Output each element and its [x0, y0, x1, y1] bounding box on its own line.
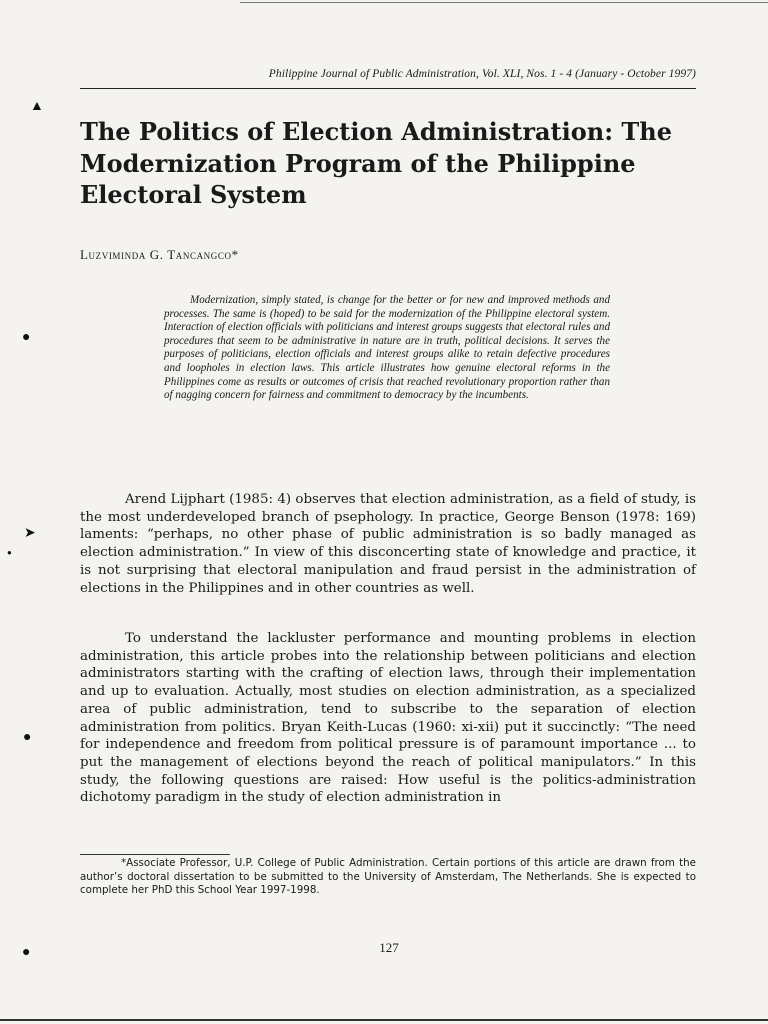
body-paragraph-1: Arend Lijphart (1985: 4) observes that election administration, as a field of study, is the most underdeveloped branch of psephology. In practice, George Benson (1978: 169) laments: “perhaps, no other phase of public administration is so badly managed as election administration.” In view of this disconcerting state of knowledge and practice, it is not surprising that electoral manipulation and fraud persist in the administration of elections in the Philippines and in other countries as well. [80, 492, 696, 596]
author-name: Luzviminda G. Tancangco* [80, 247, 239, 262]
running-head: Philippine Journal of Public Administration, Vol. XLI, Nos. 1 - 4 (January - October 1997) [268, 68, 696, 80]
margin-mark-icon: ▲ [30, 99, 44, 114]
margin-mark-icon: ➤ [24, 526, 36, 541]
footnote: *Associate Professor, U.P. College of Public Administration. Certain portions of this article are drawn from the author’s doctoral dissertation to be submitted to the University of Amsterdam, The Netherlands. She is expected to complete her PhD this School Year 1997-1998. [80, 857, 696, 897]
header-rule [80, 88, 696, 89]
abstract: Modernization, simply stated, is change for the better or for new and improved methods and processes. The same is (hoped) to be said for the modernization of the Philippine electoral system. Interaction of election officials with politicians and interest groups suggests that electoral rules and procedures that seem to be administrative in nature are in truth, political decisions. It serves the purposes of politicians, election officials and interest groups alike to retain defective procedures and loopholes in election laws. This article illustrates how genuine electoral reforms in the Philippines come as results or outcomes of crisis that reached revolutionary proportion rather than of nagging concern for fairness and commitment to democracy by the incumbents. [164, 294, 610, 402]
article-title: The Politics of Election Administration: The Modernization Program of the Philippine Electoral System [80, 117, 672, 209]
margin-mark-icon: ● [23, 730, 32, 745]
page-number: 127 [379, 940, 399, 955]
footnote-rule [80, 854, 230, 855]
scan-edge-top [240, 2, 768, 3]
margin-mark-icon: ● [7, 548, 12, 557]
scan-edge-bottom [0, 1019, 768, 1021]
margin-mark-icon: ● [22, 330, 31, 345]
body-paragraph-2: To understand the lackluster performance and mounting problems in election administration, this article probes into the relationship between politicians and election administrators starting with the crafting of election laws, through their implementation and up to evaluation. Actually, most studies on election administration, as a specialized area of public administration, tend to subscribe to the separation of election administration from politics. Bryan Keith-Lucas (1960: xi-xii) put it succinctly: “The need for independence and freedom from political pressure is of paramount importance ... to put the management of elections beyond the reach of political manipulators.” In this study, the following questions are raised: How useful is the politics-administration dichotomy paradigm in the study of election administration in [80, 631, 696, 806]
margin-mark-icon: ● [22, 945, 31, 960]
